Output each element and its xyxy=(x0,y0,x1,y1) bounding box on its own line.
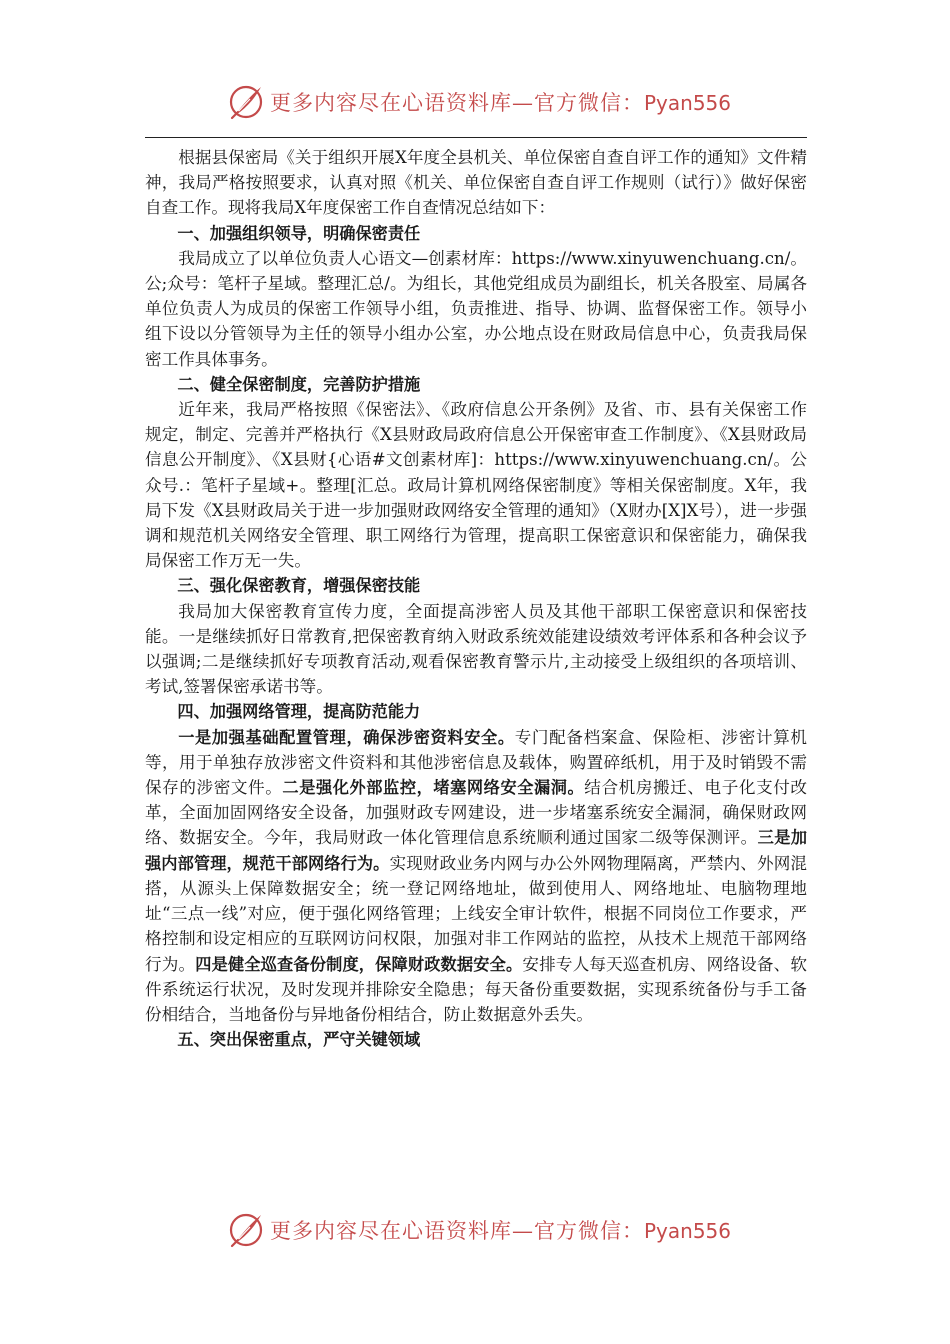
section-4-paragraph xyxy=(145,725,807,1027)
point-1-text: 专门配备档案盒、保险柜、涉密计算机等，用于单独存放涉密文件资料和其他涉密信息及载体，购置碎纸机，用于及时销毁不需保存的涉密文件。 xyxy=(145,727,808,798)
section-3-heading: 三、强化保密教育，增强保密技能 xyxy=(177,576,421,596)
footer-banner xyxy=(226,1208,746,1252)
header-banner-text: 更多内容尽在心语资料库—官方微信：Pyan556 xyxy=(270,91,732,115)
section-2-heading: 二、健全保密制度，完善防护措施 xyxy=(177,374,421,394)
point-3-lead: 三是加强内部管理，规范干部网络行为。 xyxy=(145,828,808,873)
point-1-lead: 一是加强基础配置管理，确保涉密资料安全。 xyxy=(178,727,515,747)
section-4-heading: 四、加强网络管理，提高防范能力 xyxy=(177,702,421,722)
point-4-text: 安排专人每天巡查机房、网络设备、软件系统运行状况，及时发现并排除安全隐患；每天备份重要数据，实现系统备份与手工备份相结合，当地备份与异地备份相结合，防止数据意外丢失。 xyxy=(145,954,808,1024)
point-2-lead: 二是强化外部监控，堵塞网络安全漏洞。 xyxy=(282,778,585,798)
section-3-paragraph: 我局加大保密教育宣传力度，全面提高涉密人员及其他干部职工保密意识和保密技能。一是继续抓好日常教育,把保密教育纳入财政系统效能建设绩效考评体系和各种会议予以强调;二是继续抓好专项教育活动,观看保密教育警示片,主动接受上级组织的各项培训、考试,签署保密承诺书等。 xyxy=(145,601,807,697)
point-3-text: 实现财政业务内网与办公外网物理隔离，严禁内、外网混搭，从源头上保障数据安全；统一登记网络地址，做到使用人、网络地址、电脑物理地址“三点一线”对应，便于强化网络管理；上线安全审计软件，根据不同岗位工作要求，严格控制和设定相应的互联网访问权限，加强对非工作网站的监控，从技术上规范干部网络行为。 xyxy=(145,853,807,974)
footer-banner-text: 更多内容尽在心语资料库—官方微信：Pyan556 xyxy=(270,1219,732,1243)
point-2-text: 结合机房搬迁、电子化支付改革，全面加固网络安全设备，加强财政专网建设，进一步堵塞系统安全漏洞，确保财政网络、数据安全。今年，我局财政一体化管理信息系统顺利通过国家二级等保测评。 xyxy=(145,778,808,848)
section-1-paragraph: 我局成立了以单位负责人心语文—创素材库：https://www.xinyuwenchuang.cn/。公;众号：笔杆子星域。整理汇总/。为组长，其他党组成员为副组长，机关各股室、局属各单位负责人为成员的保密工作领导小组，负责推进、指导、协调、监督保密工作。领导小组下设以分管领导为主任的领导小组办公室，办公地点设在财政局信息中心，负责我局保密工作具体事务。 xyxy=(145,248,807,369)
feather-pen-logo-icon xyxy=(226,82,266,122)
point-4-lead: 四是健全巡查备份制度，保障财政数据安全。 xyxy=(195,954,523,974)
intro-paragraph: 根据县保密局《关于组织开展X年度全县机关、单位保密自查自评工作的通知》文件精神，我局严格按照要求，认真对照《机关、单位保密自查自评工作规则（试行）》做好保密自查工作。现将我局X年度保密工作自查情况总结如下： xyxy=(145,148,807,218)
feather-pen-logo-icon xyxy=(226,1210,266,1250)
section-2-paragraph: 近年来，我局严格按照《保密法》、《政府信息公开条例》及省、市、县有关保密工作规定，制定、完善并严格执行《X县财政局政府信息公开保密审查工作制度》、《X县财政局信息公开制度》、《X县财{心语#文创素材库]：https://www.xinyuwenchuang.cn/。公众号.：笔杆子星域+。整理[汇总。政局计算机网络保密制度》等相关保密制度。X年，我局下发《X县财政局关于进一步加强财政网络安全管理的通知》（X财办[X]X号），进一步强调和规范机关网络安全管理、职工网络行为管理，提高职工保密意识和保密能力，确保我局保密工作万无一失。 xyxy=(145,400,807,571)
section-1-heading: 一、加强组织领导，明确保密责任 xyxy=(177,223,421,243)
header-divider xyxy=(145,137,807,138)
document-body xyxy=(145,145,807,1052)
section-5-heading: 五、突出保密重点，严守关键领域 xyxy=(177,1030,421,1050)
header-banner xyxy=(226,80,746,124)
